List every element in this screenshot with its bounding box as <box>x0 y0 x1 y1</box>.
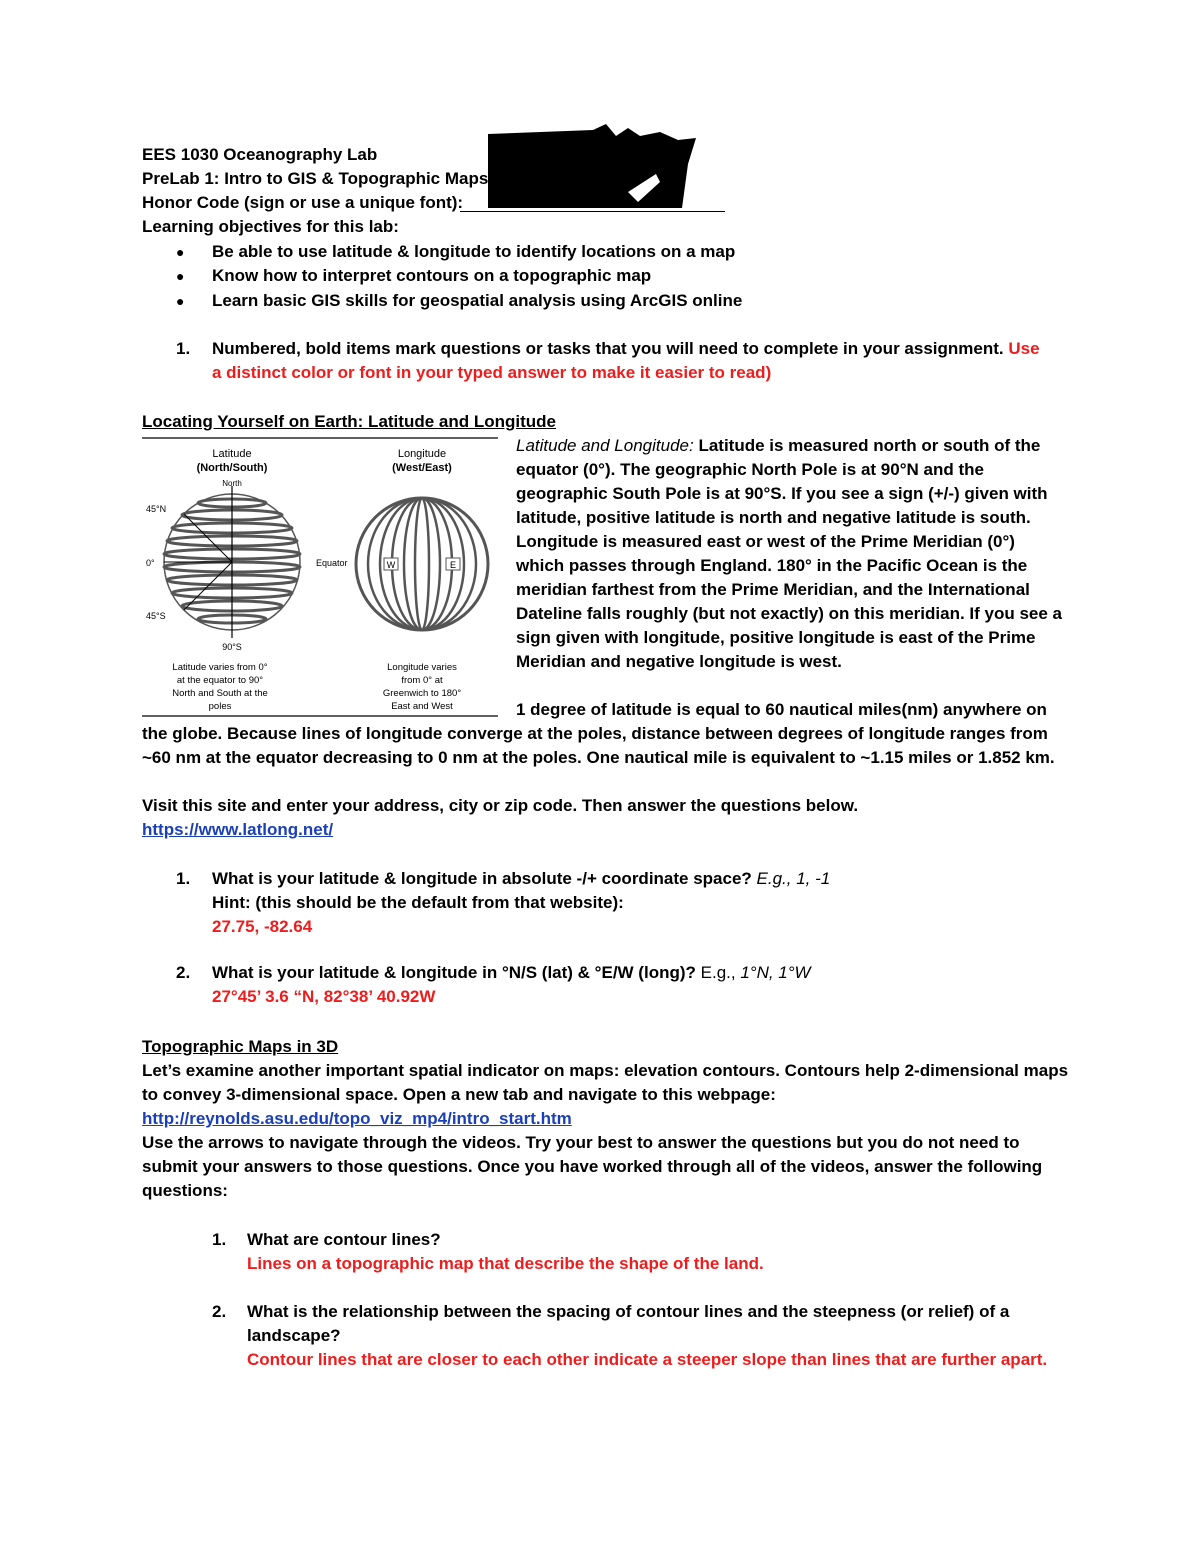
fig-lat-caption: North and South at the <box>172 688 268 699</box>
question-text-main: What is your latitude & longitude in absolute -/+ coordinate space? <box>212 869 752 888</box>
topo-para-line: submit your answers to those questions. Once you have worked through all of the videos, answer the following <box>142 1157 1043 1176</box>
topo-link[interactable]: http://reynolds.asu.edu/topo_viz_mp4/intro_start.htm <box>142 1109 572 1128</box>
fig-e-label: E <box>449 560 457 570</box>
fig-south-label: 90°S <box>222 642 242 652</box>
latlong-figure <box>140 436 500 718</box>
latlong-para-line: geographic South Pole is at 90°S. If you see a sign (+/-) given with <box>516 484 1048 503</box>
bullet-icon: ● <box>176 293 185 309</box>
instruction-red-line2: a distinct color or font in your typed answer to make it easier to read) <box>212 363 772 382</box>
answer-text: Lines on a topographic map that describe the shape of the land. <box>247 1254 764 1273</box>
latlong-para-line: meridian farthest from the Prime Meridian, and the International <box>516 580 1030 599</box>
fig-lat0: 0° <box>146 558 155 568</box>
fig-lon-caption: from 0° at <box>401 675 443 686</box>
visit-instruction: Visit this site and enter your address, city or zip code. Then answer the questions below. <box>142 796 859 815</box>
question-number: 1. <box>212 1230 227 1249</box>
question-number: 2. <box>176 963 191 982</box>
question-text-main: What is your latitude & longitude in °N/S (lat) & °E/W (long)? <box>212 963 696 982</box>
fig-lat-caption: Latitude varies from 0° <box>172 662 268 673</box>
latlong-para-line: Dateline falls roughly (but not exactly) on this meridian. If you see a <box>516 604 1062 623</box>
question-hint: Hint: (this should be the default from that website): <box>212 893 624 912</box>
fig-lon-caption: Longitude varies <box>387 662 457 673</box>
question-text <box>212 867 830 891</box>
degree-para-line1: 1 degree of latitude is equal to 60 nautical miles(nm) anywhere on <box>516 700 1047 719</box>
topo-para-line: questions: <box>142 1181 228 1200</box>
latitude-globe-icon <box>164 486 300 638</box>
fig-equator-label: Equator <box>316 558 348 568</box>
question-example-prefix: E.g., <box>695 963 741 982</box>
fig-lat-title2: (North/South) <box>196 462 268 474</box>
degree-para-line2: the globe. Because lines of longitude converge at the poles, distance between degrees of longitude ranges from <box>142 724 1048 743</box>
latlong-para-line: which passes through England. 180° in the Pacific Ocean is the <box>516 556 1028 575</box>
honor-code-label: Honor Code (sign or use a unique font): <box>142 193 464 212</box>
fig-lat-caption: poles <box>208 701 232 712</box>
answer-text: 27°45’ 3.6 “N, 82°38’ 40.92W <box>212 987 436 1006</box>
latlong-para-first <box>516 434 1040 458</box>
question-text <box>212 961 811 985</box>
answer-text: 27.75, -82.64 <box>212 917 313 936</box>
latlong-para-line: sign given with longitude, positive longitude is east of the Prime <box>516 628 1036 647</box>
fig-lat-title1: Latitude <box>212 448 252 460</box>
objective-item: Be able to use latitude & longitude to identify locations on a map <box>212 242 736 261</box>
instruction-text <box>212 337 1040 361</box>
bullet-icon: ● <box>176 244 185 260</box>
objective-item: Know how to interpret contours on a topographic map <box>212 266 652 285</box>
signature-redaction <box>488 122 698 214</box>
topo-para-line: Let’s examine another important spatial indicator on maps: elevation contours. Contours help 2-dimensional maps <box>142 1061 1069 1080</box>
latlong-para-line: Longitude is measured east or west of the Prime Meridian (0°) <box>516 532 1015 551</box>
question-text: What is the relationship between the spacing of contour lines and the steepness (or relief) of a <box>247 1302 1010 1321</box>
answer-text: Contour lines that are closer to each other indicate a steeper slope than lines that are further apart. <box>247 1350 1048 1369</box>
question-text: What are contour lines? <box>247 1230 441 1249</box>
instruction-number: 1. <box>176 339 191 358</box>
course-title: EES 1030 Oceanography Lab <box>142 145 378 164</box>
bullet-icon: ● <box>176 268 185 284</box>
fig-lon-title1: Longitude <box>397 448 447 460</box>
latlong-para-line: latitude, positive latitude is north and negative latitude is south. <box>516 508 1031 527</box>
fig-lon-title2: (West/East) <box>392 462 452 474</box>
fig-lon-caption: Greenwich to 180° <box>382 688 462 699</box>
instruction-black: Numbered, bold items mark questions or tasks that you will need to complete in your assignment. <box>212 339 1004 358</box>
topo-para-line: Use the arrows to navigate through the videos. Try your best to answer the questions but you do not need to <box>142 1133 1020 1152</box>
question-example: 1°N, 1°W <box>740 963 811 982</box>
question-number: 1. <box>176 869 191 888</box>
latlong-para-italic: Latitude and Longitude: <box>516 436 694 455</box>
fig-north-label: North <box>222 479 242 488</box>
question-example: E.g., 1, -1 <box>751 869 831 888</box>
degree-para-line3: ~60 nm at the equator decreasing to 0 nm at the poles. One nautical mile is equivalent to ~1.15 miles or 1.852 km. <box>142 748 1055 767</box>
fig-lat-caption: at the equator to 90° <box>176 675 264 686</box>
prelab-title: PreLab 1: Intro to GIS & Topographic Maps <box>142 169 489 188</box>
longitude-globe-icon <box>356 498 488 630</box>
section-heading-topo: Topographic Maps in 3D <box>142 1037 339 1056</box>
fig-lat45n: 45°N <box>146 504 167 514</box>
latlong-link[interactable]: https://www.latlong.net/ <box>142 820 334 839</box>
objectives-title: Learning objectives for this lab: <box>142 217 399 236</box>
fig-lon-caption: East and West <box>391 701 453 712</box>
instruction-red: Use <box>1008 339 1040 358</box>
latlong-para-line: equator (0°). The geographic North Pole is at 90°N and the <box>516 460 984 479</box>
fig-w-label: W <box>386 560 396 570</box>
latlong-para-first-rest: Latitude is measured north or south of the <box>693 436 1041 455</box>
latlong-para-line: Meridian and negative longitude is west. <box>516 652 842 671</box>
section-heading-latlong: Locating Yourself on Earth: Latitude and Longitude <box>142 412 556 431</box>
question-number: 2. <box>212 1302 227 1321</box>
topo-para-line: to convey 3-dimensional space. Open a new tab and navigate to this webpage: <box>142 1085 776 1104</box>
question-text: landscape? <box>247 1326 341 1345</box>
fig-lat45s: 45°S <box>146 611 166 621</box>
objective-item: Learn basic GIS skills for geospatial analysis using ArcGIS online <box>212 291 743 310</box>
